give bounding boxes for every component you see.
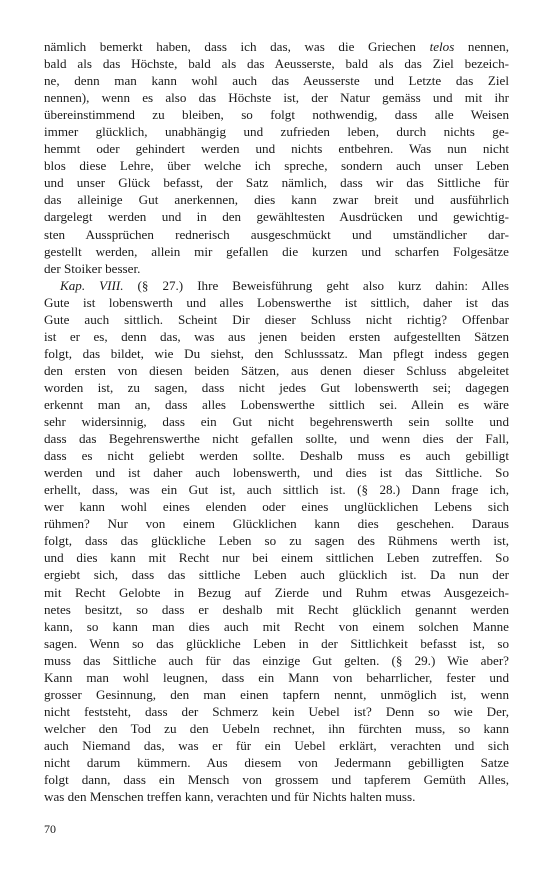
text-line: auch Niemand das, was er für ein Uebel erklärt, verachten und sich [44,737,509,753]
page-number: 70 [44,822,56,836]
text-line: muss das Sittliche auch für das einzige Gut gelten. (§ 29.) Wie aber? [44,652,509,668]
text-line: grosser Gesinnung, den man einen tapfern nennt, unmöglich ist, wenn [44,686,509,702]
text-line: rühmen? Nur von einem Glücklichen kann dies geschehen. Daraus [44,516,509,532]
text-line: kann, so kann man dies auch mit Recht von einem solchen Manne [44,618,509,634]
text-line: werden und ist daher auch lobenswerth, und dies ist das Sittliche. So [44,465,509,481]
text-line: nicht darum kümmern. Aus diesem von Jedermann gebilligten Satze [44,754,509,770]
text-line: der Stoiker besser. [44,260,141,276]
text-line: nicht feststeht, dass der Schmerz kein Uebel ist? Denn so wie Der, [44,703,509,719]
text-line: nennen), wenn es also das Höchste ist, der Natur gemäss und mit ihr [44,90,509,106]
text-line: folgt dann, dass ein Mensch von grossem und tapferem Gemüth Alles, [44,772,509,788]
text-line: worden ist, zu sagen, dass nicht jedes Gut lobenswerth sei; dagegen [44,379,509,395]
text-line: ist er es, denn das, was aus jenen beiden ersten aufgestellten Sätzen [44,328,509,344]
text-line: erkennt man an, dass alles Lobenswerthe sittlich sei. Allein es wäre [44,396,509,412]
text-line: Kann man wohl leugnen, dass ein Mann von beharrlicher, fester und [44,669,509,685]
text-line: mit Recht Gelobte in Bezug auf Zierde und Ruhm etwas Ausgezeich- [44,584,509,600]
text-line: bald als das Höchste, bald als das Aeusserste, bald als das Ziel bezeich- [44,56,509,72]
text-line: den ersten von diesen beiden Sätzen, aus denen dieser Schluss abgeleitet [44,362,509,378]
text-line: hemmt oder gehindert werden und nichts entbehren. Was nun nicht [44,141,509,157]
text-line: das alleinige Gut anerkennen, dies kann zwar breit und ausführlich [44,192,509,208]
text-line: sten Aussprüchen rednerisch ausgeschmückt und umständlicher dar- [44,226,509,242]
text-line: folgt, das bildet, wie Du siehst, den Schlusssatz. Man pflegt indess gegen [44,345,509,361]
text-line: und dies kann mit Recht nur bei einem sittlichen Leben zutreffen. So [44,550,509,566]
text-line: nämlich bemerkt haben, dass ich das, was die Griechen telos nennen, [44,39,509,54]
text-line: sagen. Wenn so das glückliche Leben in der Sittlichkeit befasst ist, so [44,635,509,651]
italic-term: telos [429,39,455,54]
text-line: sehr widersinnig, dass ein Gut nicht begehrenswerth sein sollte und [44,414,509,430]
text-line: Gute ist lobenswerth und alles Lobenswerthe ist sittlich, daher ist das [44,294,509,310]
text-line: Kap. VIII. (§ 27.) Ihre Beweisführung geht also kurz dahin: Alles [60,277,509,293]
text-line: welcher den Tod zu den Uebeln rechnet, ihn fürchten muss, so kann [44,720,509,736]
text-line: ergiebt sich, dass das sittliche Leben auch glücklich ist. Da nun der [44,567,509,583]
text-line: dargelegt werden und in den gewähltesten Ausdrücken und gewichtig- [44,209,509,225]
text-line: dass es nicht geliebt werden sollte. Deshalb muss es auch gebilligt [44,448,509,464]
text-line: was den Menschen treffen kann, verachten und für Nichts halten muss. [44,789,416,805]
text-line: und unser Glück befasst, der Satz nämlich, dass wir das Sittliche für [44,175,509,191]
text-line: ne, denn man kann wohl auch das Aeusserste und Letzte das Ziel [44,73,509,89]
text-line: wer kann wohl eines elenden oder eines unglücklichen Lebens sich [44,499,509,515]
text-line: gestellt werden, allein mir gefallen die kurzen und scharfen Folgesätze [44,243,509,259]
body-text [44,38,509,805]
text-line: dass das Begehrenswerthe nicht gefallen sollte, und wenn dies der Fall, [44,431,509,447]
text-line: immer glücklich, unabhängig und zufrieden leben, durch nichts ge- [44,124,509,140]
italic-term: Kap. VIII. [60,277,124,293]
text-line: folgt, dass das glückliche Leben so zu sagen des Rühmens werth ist, [44,533,509,549]
text-line: erhellt, dass, was ein Gut ist, auch sittlich ist. (§ 28.) Dann frage ich, [44,482,509,498]
text-line: Gute auch sittlich. Scheint Dir dieser Schluss nicht richtig? Offenbar [44,311,509,327]
text-line: blos diese Lehre, über welche ich spreche, sondern auch unser Leben [44,158,509,174]
text-line: übereinstimmend zu bleiben, so folgt nothwendig, dass alle Weisen [44,107,509,123]
text-line: netes besitzt, so dass er deshalb mit Recht glücklich genannt werden [44,601,509,617]
